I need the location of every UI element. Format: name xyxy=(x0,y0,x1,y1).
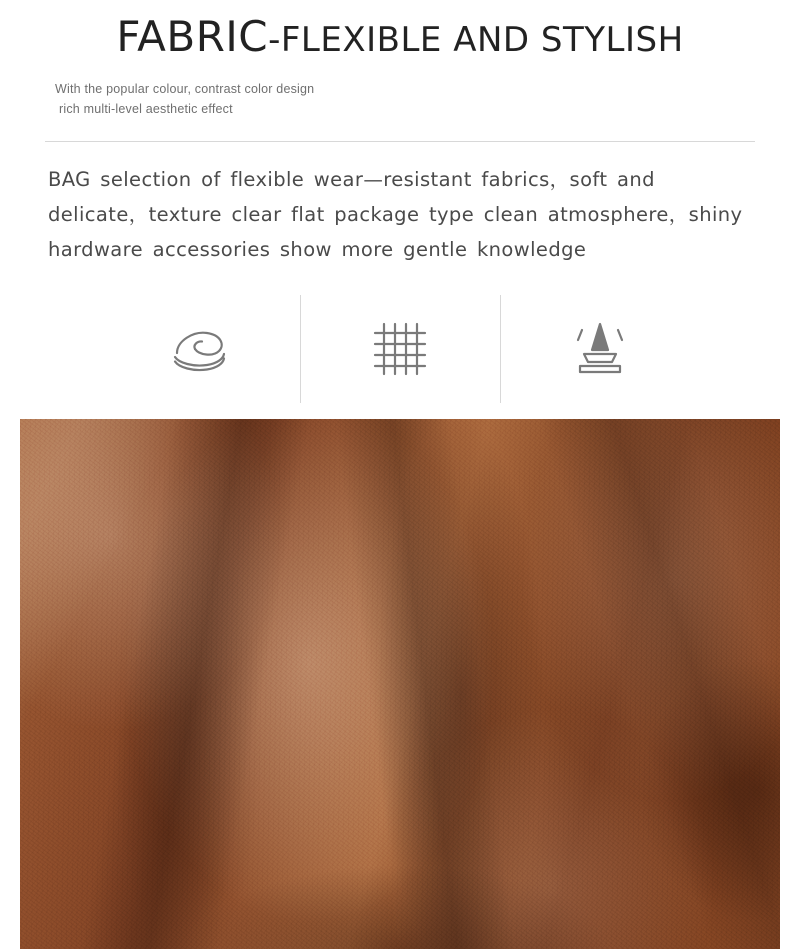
feature-item-weave xyxy=(300,301,500,397)
horizontal-divider xyxy=(45,141,755,142)
stamping-press-icon xyxy=(568,320,632,378)
subtitle-block xyxy=(0,79,800,119)
page-title xyxy=(0,0,800,61)
photo-grain-layer xyxy=(20,419,780,949)
feature-icon-row xyxy=(0,301,800,397)
subtitle-line-1: With the popular colour, contrast color design xyxy=(55,82,315,96)
page-title-sub: -FLEXIBLE AND STYLISH xyxy=(268,20,684,60)
subtitle-line-2: rich multi-level aesthetic effect xyxy=(59,102,233,116)
folded-leather-icon xyxy=(167,323,233,375)
description-paragraph: BAG selection of flexible wear—resistant fabrics，soft and delicate，texture clear flat package type clean atmosphere，shiny hardware accessories show more gentle knowledge xyxy=(48,168,743,261)
feature-item-stamping xyxy=(500,301,700,397)
leather-texture-photo xyxy=(20,419,780,949)
woven-mesh-grid-icon xyxy=(371,320,429,378)
page-title-main: FABRIC xyxy=(116,12,269,61)
feature-item-fabric xyxy=(100,301,300,397)
